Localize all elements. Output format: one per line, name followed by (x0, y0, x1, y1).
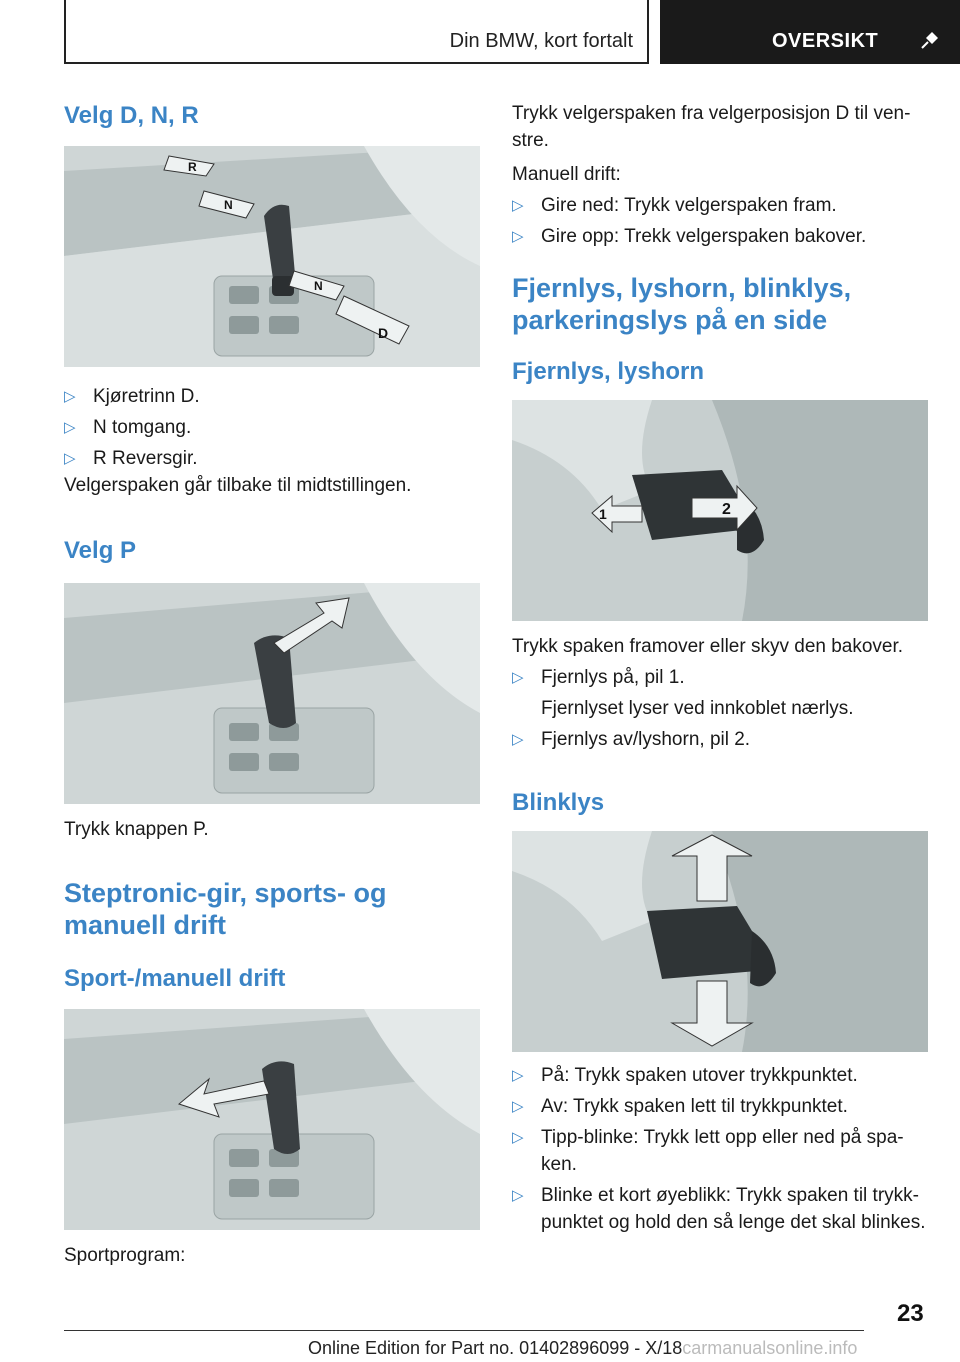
list-dnr (64, 383, 480, 472)
bullet-triangle-icon: ▷ (512, 731, 524, 748)
list-item: ▷ På: Trykk spaken utover trykkpunktet. (512, 1062, 928, 1089)
heading-fjernlys-lyshorn: Fjernlys, lyshorn (512, 358, 705, 385)
bullet-triangle-icon: ▷ (512, 1067, 524, 1084)
paragraph-midtstilling: Velgerspaken går tilbake til midtstillingen. (64, 475, 412, 496)
fig4-label-1: 1 (599, 506, 607, 522)
header-breadcrumb-box (64, 0, 649, 64)
list-item: ▷ Fjernlys av/lyshorn, pil 2. (512, 726, 928, 753)
bullet-triangle-icon: ▷ (512, 1129, 524, 1146)
list-item: ▷ Gire ned: Trykk velgerspaken fram. (512, 192, 928, 219)
figure-park-button (64, 583, 480, 804)
bullet-triangle-icon: ▷ (64, 388, 76, 405)
list-manuell (512, 192, 928, 250)
list-item: ▷ Blinke et kort øyeblikk: Trykk spaken til trykk- punktet og hold den så lenge det skal blinkes. (512, 1182, 928, 1236)
list-fjernlys (512, 664, 928, 753)
list-item: ▷ Av: Trykk spaken lett til trykkpunktet. (512, 1093, 928, 1120)
list-item-subtext: Fjernlyset lyser ved innkoblet nærlys. (541, 698, 854, 719)
heading-velg-p: Velg P (64, 537, 137, 564)
pin-icon (918, 30, 940, 52)
footer-edition: Online Edition for Part no. 01402896099 - X/18carmanualsonline.info (308, 1338, 858, 1358)
heading-fjernlys: Fjernlys, lyshorn, blinklys, parkeringslys på en side (512, 273, 852, 335)
fig1-label-n2: N (314, 279, 323, 293)
figure-gear-selector-dnr (64, 146, 480, 367)
fig4-label-2: 2 (722, 501, 731, 518)
figure-sport-mode (64, 1009, 480, 1230)
heading-velg-dnr: Velg D, N, R (64, 102, 199, 129)
bullet-triangle-icon: ▷ (64, 450, 76, 467)
list-item: ▷ R Reversgir. (64, 445, 480, 472)
page-number: 23 (897, 1300, 924, 1327)
bullet-triangle-icon: ▷ (512, 669, 524, 686)
section-title: OVERSIKT (772, 30, 879, 52)
right-column (512, 100, 928, 1236)
paragraph-trykk-spaken: Trykk spaken framover eller skyv den bakover. (512, 636, 904, 657)
paragraph-knapp-p: Trykk knappen P. (64, 819, 209, 840)
list-item: ▷ N tomgang. (64, 414, 480, 441)
heading-steptronic: Steptronic-gir, sports- og manuell drift (64, 878, 387, 940)
paragraph-trykk-venstre: Trykk velgerspaken fra velgerposisjon D til ven- stre. (512, 103, 911, 151)
paragraph-sportprogram: Sportprogram: (64, 1245, 186, 1266)
bullet-triangle-icon: ▷ (512, 197, 524, 214)
list-item: ▷ Gire opp: Trekk velgerspaken bakover. (512, 223, 928, 250)
heading-sport-manuell: Sport-/manuell drift (64, 965, 286, 992)
fig1-label-d: D (378, 325, 389, 341)
breadcrumb: Din BMW, kort fortalt (449, 30, 633, 52)
bullet-triangle-icon: ▷ (512, 1098, 524, 1115)
list-item: ▷ Kjøretrinn D. (64, 383, 480, 410)
left-column (64, 100, 480, 1269)
fig1-label-n1: N (224, 198, 233, 212)
fig1-label-r: R (188, 160, 197, 174)
header-section-tab[interactable] (660, 0, 960, 64)
footer-watermark: carmanualsonline.info (682, 1338, 858, 1358)
bullet-triangle-icon: ▷ (512, 1187, 524, 1204)
list-item: ▷ Tipp-blinke: Trykk lett opp eller ned på spa- ken. (512, 1124, 928, 1178)
bullet-triangle-icon: ▷ (512, 228, 524, 245)
figure-turn-signal-lever (512, 831, 928, 1052)
list-item: ▷ Fjernlys på, pil 1. (512, 664, 928, 691)
figure-high-beam-lever (512, 400, 928, 621)
footer-divider (64, 1330, 864, 1331)
bullet-triangle-icon: ▷ (64, 419, 76, 436)
paragraph-manuell-drift: Manuell drift: (512, 164, 621, 185)
heading-blinklys: Blinklys (512, 789, 605, 816)
list-blinklys (512, 1062, 928, 1236)
